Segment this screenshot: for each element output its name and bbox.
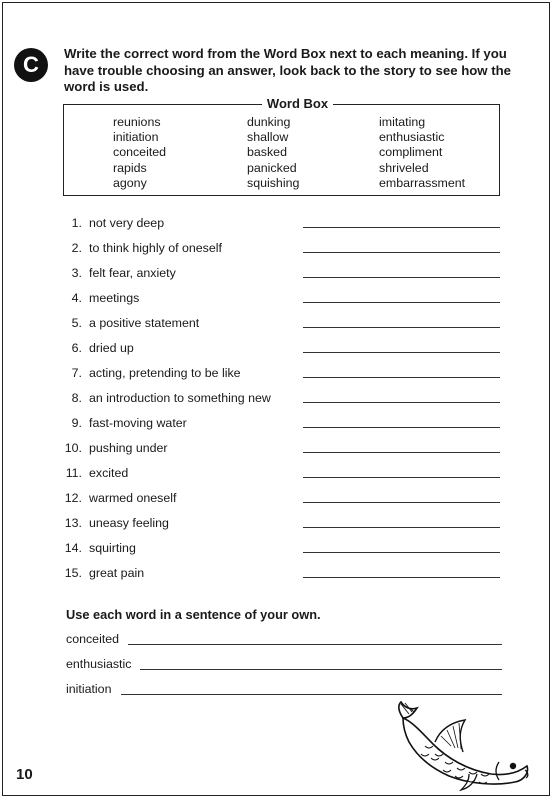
- definition-text: uneasy feeling: [89, 516, 169, 530]
- definition-row: [0, 491, 554, 516]
- word-box-word: squishing: [247, 175, 300, 190]
- definition-number: 13.: [64, 516, 82, 530]
- answer-line[interactable]: [303, 327, 500, 328]
- sentence-word: conceited: [66, 632, 120, 646]
- definition-number: 15.: [64, 566, 82, 580]
- word-box-word: basked: [247, 145, 287, 160]
- definition-text: pushing under: [89, 441, 168, 455]
- word-box-title: Word Box: [262, 97, 333, 111]
- section-badge: C: [14, 48, 48, 82]
- answer-line[interactable]: [303, 277, 500, 278]
- definition-row: [0, 466, 554, 491]
- definition-text: not very deep: [89, 216, 165, 230]
- answer-line[interactable]: [303, 427, 500, 428]
- sentence-row: [66, 632, 502, 652]
- fish-icon: [395, 700, 535, 792]
- definition-number: 10.: [64, 441, 82, 455]
- definition-text: meetings: [89, 291, 140, 305]
- definition-number: 11.: [65, 466, 82, 480]
- definition-text: great pain: [89, 566, 145, 580]
- answer-line[interactable]: [303, 402, 500, 403]
- instructions: Write the correct word from the Word Box next to each meaning. If you have trouble choosing an answer, look back to the story to see how the word is used.: [64, 46, 512, 94]
- answer-line[interactable]: [303, 302, 500, 303]
- definition-row: [0, 566, 554, 591]
- definition-number: 2.: [71, 241, 82, 255]
- definition-text: dried up: [89, 341, 134, 355]
- definition-number: 3.: [71, 266, 82, 280]
- definition-row: [0, 291, 554, 316]
- word-box-word: compliment: [379, 145, 443, 160]
- definition-number: 6.: [71, 341, 82, 355]
- answer-line[interactable]: [303, 352, 500, 353]
- word-box-word: shallow: [247, 130, 289, 145]
- definition-number: 9.: [71, 416, 82, 430]
- sentence-row: [66, 682, 502, 702]
- definition-text: felt fear, anxiety: [89, 266, 176, 280]
- answer-line[interactable]: [303, 452, 500, 453]
- sentence-row: [66, 657, 502, 677]
- definition-number: 14.: [64, 541, 82, 555]
- definition-number: 12.: [64, 491, 82, 505]
- sentence-line[interactable]: [140, 669, 502, 670]
- answer-line[interactable]: [303, 227, 500, 228]
- answer-line[interactable]: [303, 252, 500, 253]
- word-box-word: reunions: [113, 115, 161, 129]
- word-box-column-3: [379, 115, 465, 191]
- word-box-word: initiation: [113, 130, 159, 145]
- definition-text: fast-moving water: [89, 416, 187, 430]
- definition-text: acting, pretending to be like: [89, 366, 241, 380]
- definition-row: [0, 516, 554, 541]
- word-box-word: enthusiastic: [379, 130, 445, 145]
- definition-text: to think highly of oneself: [89, 241, 222, 255]
- definition-row: [0, 366, 554, 391]
- answer-line[interactable]: [303, 577, 500, 578]
- word-box-word: agony: [113, 175, 147, 190]
- definition-row: [0, 266, 554, 291]
- definition-row: [0, 541, 554, 566]
- answer-line[interactable]: [303, 477, 500, 478]
- definition-row: [0, 391, 554, 416]
- answer-line[interactable]: [303, 502, 500, 503]
- answer-line[interactable]: [303, 552, 500, 553]
- page-number: 10: [16, 766, 33, 783]
- definition-text: a positive statement: [89, 316, 200, 330]
- word-box-word: conceited: [113, 145, 167, 160]
- word-box-word: imitating: [379, 115, 426, 129]
- definition-text: squirting: [89, 541, 136, 555]
- definition-row: [0, 341, 554, 366]
- definition-text: an introduction to something new: [89, 391, 271, 405]
- sentence-word: enthusiastic: [66, 657, 132, 671]
- word-box-top-border-right: [333, 104, 500, 105]
- sentence-line[interactable]: [128, 644, 502, 645]
- word-box-word: shriveled: [379, 160, 429, 175]
- word-box-top-border-left: [63, 104, 262, 105]
- definition-number: 7.: [71, 366, 82, 380]
- sentence-heading: Use each word in a sentence of your own.: [66, 607, 321, 622]
- word-box-column-1: [113, 115, 166, 191]
- definition-number: 8.: [71, 391, 82, 405]
- definition-number: 5.: [71, 316, 82, 330]
- definition-row: [0, 416, 554, 441]
- definition-row: [0, 441, 554, 466]
- sentence-word: initiation: [66, 682, 112, 696]
- answer-line[interactable]: [303, 527, 500, 528]
- word-box-word: panicked: [247, 160, 297, 175]
- definition-number: 1.: [71, 216, 82, 230]
- definition-number: 4.: [71, 291, 82, 305]
- definition-text: warmed oneself: [89, 491, 177, 505]
- word-box-word: embarrassment: [379, 175, 466, 190]
- word-box-word: rapids: [113, 160, 147, 175]
- definition-text: excited: [89, 466, 129, 480]
- sentence-line[interactable]: [121, 694, 502, 695]
- word-box-column-2: [247, 115, 299, 191]
- definition-row: [0, 216, 554, 241]
- word-box-word: dunking: [247, 115, 291, 129]
- answer-line[interactable]: [303, 377, 500, 378]
- definition-row: [0, 241, 554, 266]
- definition-row: [0, 316, 554, 341]
